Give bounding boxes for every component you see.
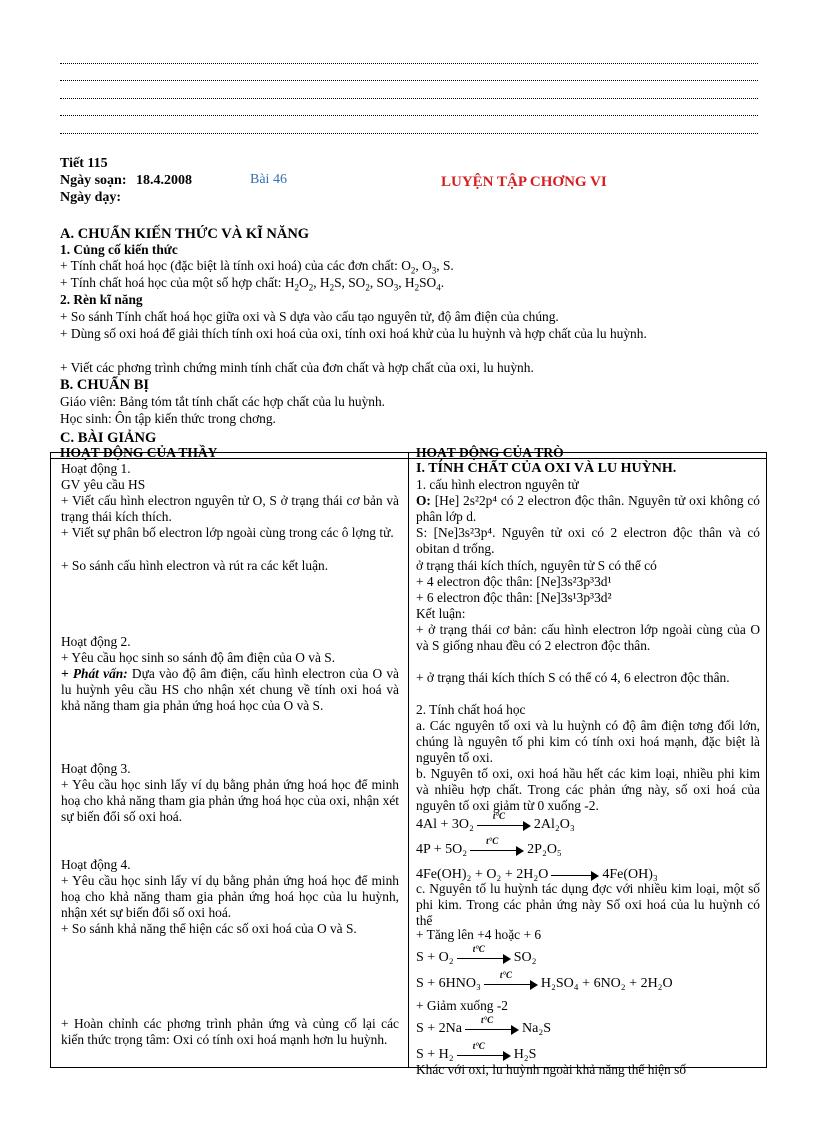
col2-header: HOẠT ĐỘNG CỦA TRÒ bbox=[416, 445, 564, 460]
reaction-arrow: t°C bbox=[470, 845, 524, 855]
section-a-line: + Tính chất hoá học của một số hợp chất: $H_2O_2$, $H_2S$, $SO_2$, $SO_3$, $H_2SO_4$. bbox=[60, 275, 445, 293]
student-text: 2. Tính chất hoá học bbox=[416, 702, 526, 717]
student-text: O: [He] 2s²2p⁴ có 2 electron độc thân. Nguyên tử oxi không có phân lớp d. bbox=[416, 493, 760, 525]
student-text: + 4 electron độc thân: [Ne]3s²3p³3d¹ bbox=[416, 574, 612, 589]
student-heading: I. TÍNH CHẤT CỦA OXI VÀ LU HUỲNH. bbox=[416, 461, 677, 476]
activity-text: + Hoàn chỉnh các phơng trình phản ứng và củng cố lại các kiến thức trọng tâm: Oxi có tính oxi hoá mạnh hơn lu huỳnh. bbox=[61, 1016, 399, 1048]
equation: 4P + 5O₂ t°C 2P₂O₅ bbox=[416, 835, 562, 857]
activity-text: + Yêu cầu học sinh lấy ví dụ bằng phản ứng hoá học để minh hoạ cho khả năng tham gia phản ứng hoá học của lu huỳnh, nhận xét sự biến đổi số oxi hoá. bbox=[61, 873, 399, 921]
section-b-title: B. CHUẨN BỊ bbox=[60, 377, 150, 393]
section-a-sub1: 1. Củng cố kiến thức bbox=[60, 242, 178, 257]
activity-text: + Phát vấn: Dựa vào độ âm điện, cấu hình electron của O và lu huỳnh yêu cầu HS cho nhận xét chung về tính oxi hoá và khả năng tham gia phản ứng hoá học của O và S. bbox=[61, 666, 399, 714]
lesson-table bbox=[50, 452, 767, 1077]
activity-text: + Viết sự phân bố electron lớp ngoài cùng trong các ô lợng tử. bbox=[61, 525, 394, 540]
equation: S + 6HNO₃ t°C H₂SO₄ + 6NO₂ + 2H₂O bbox=[416, 969, 673, 991]
section-a-sub2: 2. Rèn kĩ năng bbox=[60, 292, 143, 307]
reaction-arrow: t°C bbox=[465, 1024, 519, 1034]
student-text: Khác với oxi, lu huỳnh ngoài khả năng thể hiện số bbox=[416, 1062, 687, 1077]
reaction-arrow bbox=[551, 870, 599, 880]
section-b-line: Học sinh: Ôn tập kiến thức trong chơng. bbox=[60, 411, 276, 426]
activity-text: + So sánh khả năng thể hiện các số oxi hoá của O và S. bbox=[61, 921, 357, 936]
reaction-arrow: t°C bbox=[477, 820, 531, 830]
section-c-title: C. BÀI GIẢNG bbox=[60, 430, 157, 446]
student-text: + ở trạng thái cơ bản: cấu hình electron lớp ngoài cùng của O và S giống nhau đều có 2 electron độc thân. bbox=[416, 622, 760, 654]
equation: S + H₂ t°C H₂S bbox=[416, 1040, 537, 1062]
dotted-line bbox=[60, 63, 758, 64]
student-text: + 6 electron độc thân: [Ne]3s¹3p³3d² bbox=[416, 590, 612, 605]
activity-2-title: Hoạt động 2. bbox=[61, 634, 131, 649]
equation: S + O₂ t°C SO₂ bbox=[416, 943, 537, 965]
section-a-line: + Dùng số oxi hoá để giải thích tính oxi hoá của oxi, tính oxi hoá khử của lu huỳnh và hợp chất của lu huỳnh. bbox=[60, 326, 647, 341]
lesson-number: Tiết 115 bbox=[60, 156, 108, 171]
student-text: 1. cấu hình electron nguyên tử bbox=[416, 477, 579, 492]
teacher-column bbox=[51, 459, 409, 1068]
dotted-line bbox=[60, 133, 758, 134]
activity-text: + Yêu cầu học sinh lấy ví dụ bằng phản ứng hoá học để minh hoạ cho khả năng tham gia phản ứng hoá học của oxi, nhận xét sự biến đổi số oxi hoá. bbox=[61, 777, 399, 825]
section-a-line: + So sánh Tính chất hoá học giữa oxi và S dựa vào cấu tạo nguyên tử, độ âm điện của chúng. bbox=[60, 309, 559, 324]
student-text: + ở trạng thái kích thích S có thể có 4, 6 electron độc thân. bbox=[416, 670, 730, 685]
section-a-line: + Tính chất hoá học (đặc biệt là tính oxi hoá) của các đơn chất: $O_2$, $O_3$, S. bbox=[60, 258, 454, 276]
equation: 4Al + 3O₂ t°C 2Al₂O₃ bbox=[416, 810, 575, 832]
student-text: c. Nguyên tố lu huỳnh tác dụng đợc với nhiều kim loại, một số phi kim. Trong các phản ứng này Số oxi hoá của lu huỳnh có thể bbox=[416, 881, 760, 929]
page-title: LUYỆN TẬP CHƠNG VI bbox=[441, 174, 607, 190]
student-text: ở trạng thái kích thích, nguyên tử S có thể có bbox=[416, 558, 657, 573]
equation: 4Fe(OH)₂ + O₂ + 2H₂O 4Fe(OH)₃ bbox=[416, 867, 658, 882]
dotted-line bbox=[60, 98, 758, 99]
prep-date-label bbox=[60, 173, 192, 189]
equation: S + 2Na t°C Na₂S bbox=[416, 1014, 552, 1036]
dotted-line bbox=[60, 115, 758, 116]
prep-date: 18.4.2008 bbox=[136, 173, 193, 188]
activity-text: GV yêu cầu HS bbox=[61, 477, 146, 492]
student-text: Kết luận: bbox=[416, 606, 466, 621]
activity-text: + So sánh cấu hình electron và rút ra các kết luận. bbox=[61, 558, 329, 573]
student-text: a. Các nguyên tố oxi và lu huỳnh có độ âm điện tơng đối lớn, chúng là nguyên tố phi kim có tính oxi hoá mạnh, đặc biệt là nguyên tố oxi. bbox=[416, 718, 760, 766]
student-text: + Giảm xuống -2 bbox=[416, 998, 508, 1013]
activity-1-title: Hoạt động 1. bbox=[61, 461, 131, 476]
activity-text: + Viết cấu hình electron nguyên tử O, S ở trạng thái cơ bản và trạng thái kích thích. bbox=[61, 493, 399, 525]
reaction-arrow: t°C bbox=[457, 953, 511, 963]
activity-text: + Yêu cầu học sinh so sánh độ âm điện của O và S. bbox=[61, 650, 336, 665]
prep-label: Ngày soạn: bbox=[60, 173, 127, 188]
activity-3-title: Hoạt động 3. bbox=[61, 761, 131, 776]
student-text: + Tăng lên +4 hoặc + 6 bbox=[416, 927, 542, 942]
section-b-line: Giáo viên: Bảng tóm tắt tính chất các hợp chất của lu huỳnh. bbox=[60, 394, 386, 409]
student-text: S: [Ne]3s²3p⁴. Nguyên tử oxi có 2 electron độc thân và có obitan d trống. bbox=[416, 525, 760, 557]
reaction-arrow: t°C bbox=[484, 979, 538, 989]
col1-header: HOẠT ĐỘNG CỦA THẦY bbox=[60, 445, 218, 460]
teach-date-label: Ngày dạy: bbox=[60, 190, 122, 205]
dotted-line bbox=[60, 80, 758, 81]
section-a-line: + Viết các phơng trình chứng minh tính chất của đơn chất và hợp chất của oxi, lu huỳnh. bbox=[60, 360, 534, 375]
student-text: b. Nguyên tố oxi, oxi hoá hầu hết các kim loại, nhiều phi kim và nhiều hợp chất. Trong các phản ứng này, số oxi hoá của nguyên tố oxi giảm từ 0 xuống -2. bbox=[416, 766, 760, 814]
activity-4-title: Hoạt động 4. bbox=[61, 857, 131, 872]
lesson-bai: Bài 46 bbox=[250, 172, 287, 187]
student-column bbox=[409, 459, 767, 1077]
section-a-title: A. CHUẨN KIẾN THỨC VÀ KĨ NĂNG bbox=[60, 226, 310, 242]
reaction-arrow: t°C bbox=[457, 1050, 511, 1060]
